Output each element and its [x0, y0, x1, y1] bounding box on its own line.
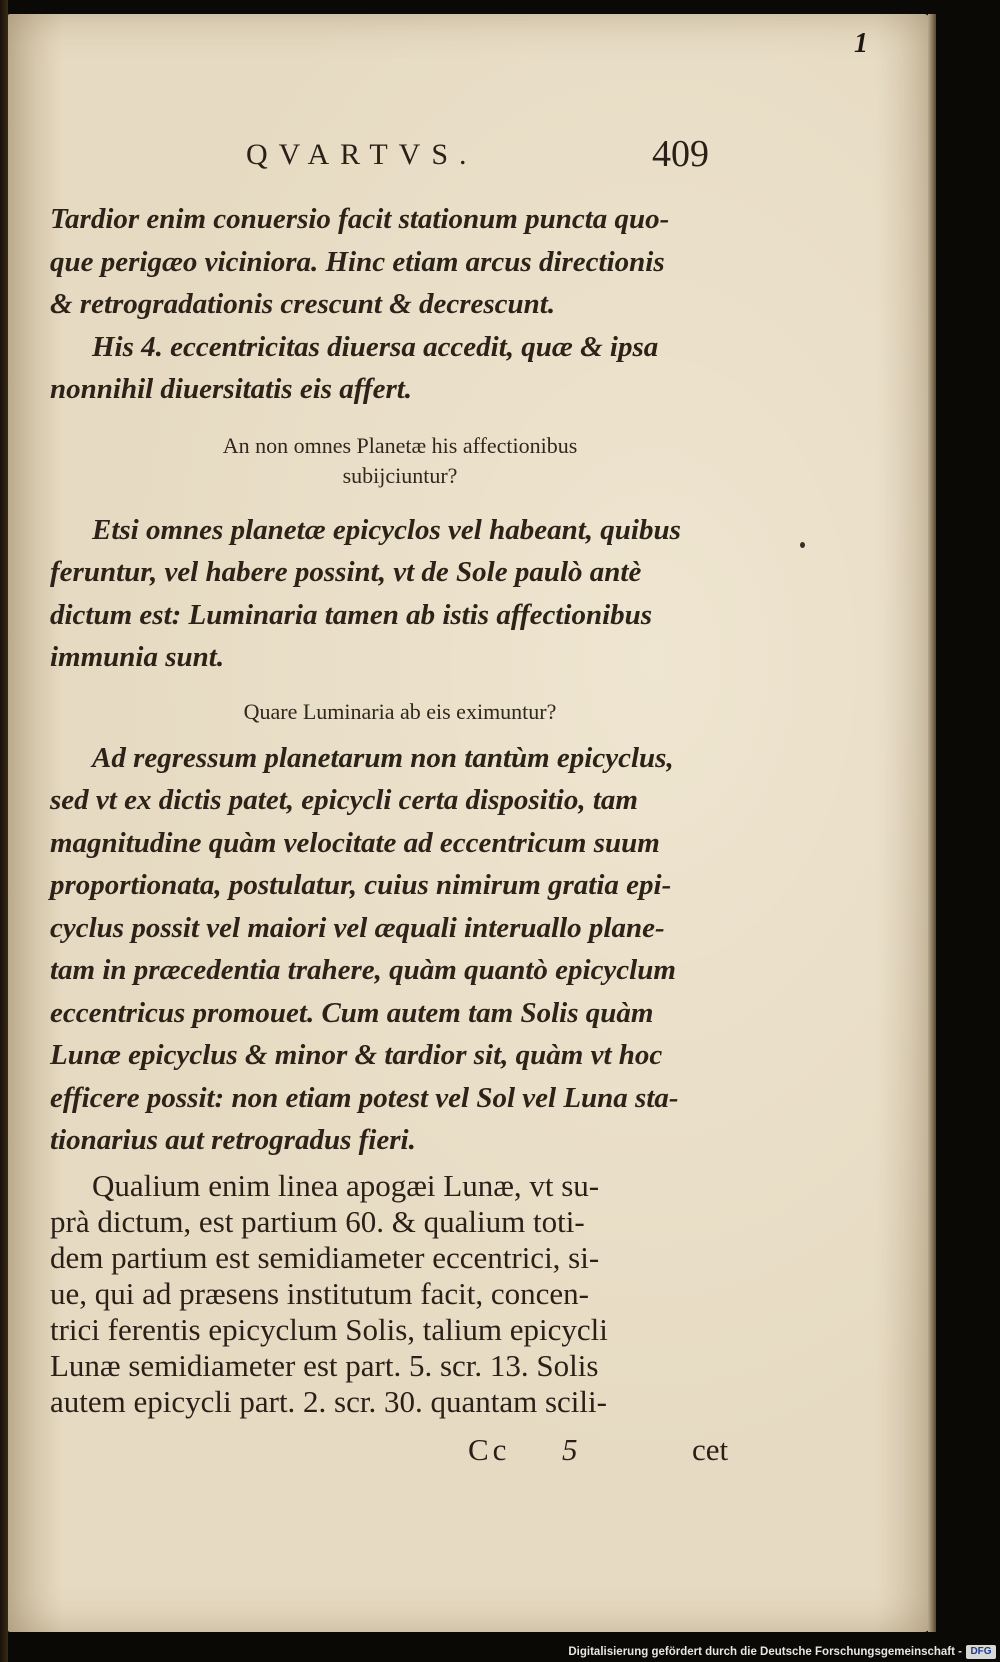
text-line: ue, qui ad præsens institutum facit, concen- [50, 1275, 589, 1311]
text-line: Etsi omnes planetæ epicyclos vel habeant, quibus [92, 513, 681, 546]
catchword: cet [692, 1432, 729, 1467]
paragraph-4 [50, 737, 750, 1162]
text-line: tionarius aut retrogradus fieri. [50, 1124, 416, 1156]
question-line: Quare Luminaria ab eis eximuntur? [243, 698, 557, 724]
text-line: que perigæo viciniora. Hinc etiam arcus directionis [50, 245, 665, 278]
text-line: & retrogradationis crescunt & decrescunt. [50, 288, 556, 320]
text-line: cyclus possit vel maiori vel æquali interuallo plane- [50, 911, 665, 944]
paragraph-1 [50, 198, 750, 326]
page-fore-edge [928, 14, 936, 1632]
folio-mark: 1 [854, 28, 868, 59]
text-line: efficere possit: non etiam potest vel Sol vel Luna sta- [50, 1081, 679, 1114]
text-line: sed vt ex dictis patet, epicycli certa dispositio, tam [50, 784, 638, 816]
text-line: Qualium enim linea apogæi Lunæ, vt su- [92, 1167, 600, 1203]
paragraph-3 [50, 509, 750, 679]
signature-number: 5 [562, 1432, 578, 1467]
dfg-logo: DFG [966, 1645, 996, 1659]
digitization-credit: Digitalisierung gefördert durch die Deutsche Forschungsgemeinschaft - [568, 1646, 962, 1658]
text-line: dem partium est semidiameter eccentrici, si- [50, 1239, 600, 1275]
text-line: Ad regressum planetarum non tantùm epicyclus, [92, 741, 674, 774]
text-line: dictum est: Luminaria tamen ab istis affectionibus [50, 598, 653, 631]
catchword-row [8, 1432, 930, 1472]
text-line: eccentricus promouet. Cum autem tam Solis quàm [50, 996, 654, 1029]
text-line: His 4. eccentricitas diuersa accedit, quæ & ipsa [92, 330, 659, 363]
book-page [8, 14, 930, 1632]
text-line: magnitudine quàm velocitate ad eccentricum suum [50, 826, 660, 859]
question-line: An non omnes Planetæ his affectionibus [222, 432, 578, 458]
text-line: Tardior enim conuersio facit stationum puncta quo- [50, 203, 670, 235]
text-line: immunia sunt. [50, 641, 225, 673]
text-line: nonnihil diuersitatis eis affert. [50, 373, 413, 405]
text-line: tam in præcedentia trahere, quàm quantò epicyclum [50, 954, 676, 986]
paragraph-2 [50, 326, 750, 411]
running-head [8, 133, 930, 178]
paragraph-5 [50, 1168, 750, 1420]
question-line: subijciuntur? [342, 462, 458, 488]
question-heading-1 [50, 431, 750, 491]
running-head-title: QVARTVS. [246, 138, 478, 171]
scan-edge-left [0, 0, 8, 1662]
signature-mark: Cc [468, 1432, 511, 1467]
text-line: autem epicycli part. 2. scr. 30. quantam scili- [50, 1383, 607, 1419]
ink-speck [800, 542, 805, 548]
question-heading-2 [50, 697, 750, 727]
text-block [50, 198, 750, 1420]
text-line: proportionata, postulatur, cuius nimirum gratia epi- [50, 869, 672, 901]
page-number: 409 [652, 133, 709, 175]
text-line: prà dictum, est partium 60. & qualium toti- [50, 1203, 585, 1239]
text-line: feruntur, vel habere possint, vt de Sole paulò antè [50, 556, 642, 588]
text-line: Lunæ semidiameter est part. 5. scr. 13. Solis [50, 1347, 599, 1383]
text-line: Lunæ epicyclus & minor & tardior sit, quàm vt hoc [50, 1039, 663, 1071]
text-line: trici ferentis epicyclum Solis, talium epicycli [50, 1311, 608, 1347]
